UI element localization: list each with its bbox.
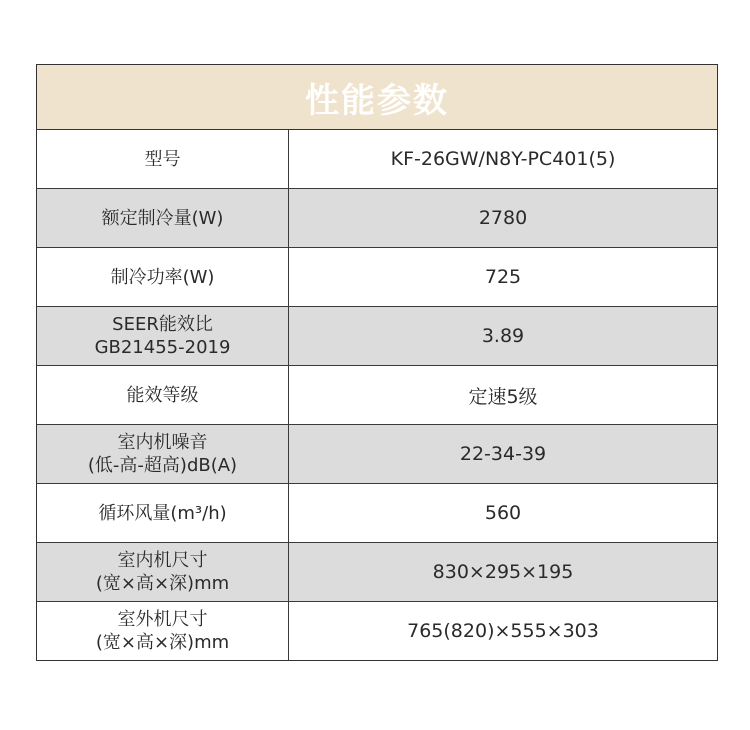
- row-airflow: [37, 484, 717, 543]
- value-seer: 3.89: [481, 325, 525, 347]
- row-cooling-power: [37, 248, 717, 307]
- label-line: 型号: [144, 148, 181, 170]
- label-cooling-power: [37, 248, 289, 306]
- label-outdoor-size: [37, 602, 289, 660]
- row-indoor-size: [37, 543, 717, 602]
- label-line: 额定制冷量(W): [101, 207, 224, 229]
- label-indoor-size: [37, 543, 289, 601]
- label-line: (宽×高×深)mm: [95, 573, 230, 594]
- label-line: (低-高-超高)dB(A): [87, 455, 238, 476]
- value-model: KF-26GW/N8Y-PC401(5): [390, 148, 616, 170]
- label-line: 室内机尺寸: [117, 550, 208, 571]
- label-model: [37, 130, 289, 188]
- label-airflow: [37, 484, 289, 542]
- value-rated-cooling: 2780: [478, 207, 528, 229]
- label-line: GB21455-2019: [94, 337, 231, 358]
- table-title: 性能参数: [37, 65, 717, 130]
- value-cooling-power: 725: [484, 266, 522, 288]
- label-line: 室外机尺寸: [117, 609, 208, 630]
- label-indoor-noise: [37, 425, 289, 483]
- value-airflow: 560: [484, 502, 522, 524]
- label-rated-cooling: [37, 189, 289, 247]
- label-line: 能效等级: [126, 384, 199, 406]
- label-seer: [37, 307, 289, 365]
- spec-table: [36, 64, 718, 661]
- row-indoor-noise: [37, 425, 717, 484]
- row-model: [37, 130, 717, 189]
- value-outdoor-size: 765(820)×555×303: [407, 620, 599, 642]
- label-efficiency-grade: [37, 366, 289, 424]
- label-line: 室内机噪音: [117, 432, 208, 453]
- row-outdoor-size: [37, 602, 717, 660]
- value-indoor-noise: 22-34-39: [459, 443, 547, 465]
- value-efficiency-grade: 定速5级: [468, 385, 538, 408]
- label-line: SEER能效比: [112, 314, 213, 335]
- row-efficiency-grade: [37, 366, 717, 425]
- label-line: 制冷功率(W): [110, 266, 215, 288]
- label-line: 循环风量(m³/h): [98, 502, 227, 524]
- row-rated-cooling: [37, 189, 717, 248]
- row-seer: [37, 307, 717, 366]
- label-line: (宽×高×深)mm: [95, 632, 230, 653]
- value-indoor-size: 830×295×195: [432, 561, 574, 583]
